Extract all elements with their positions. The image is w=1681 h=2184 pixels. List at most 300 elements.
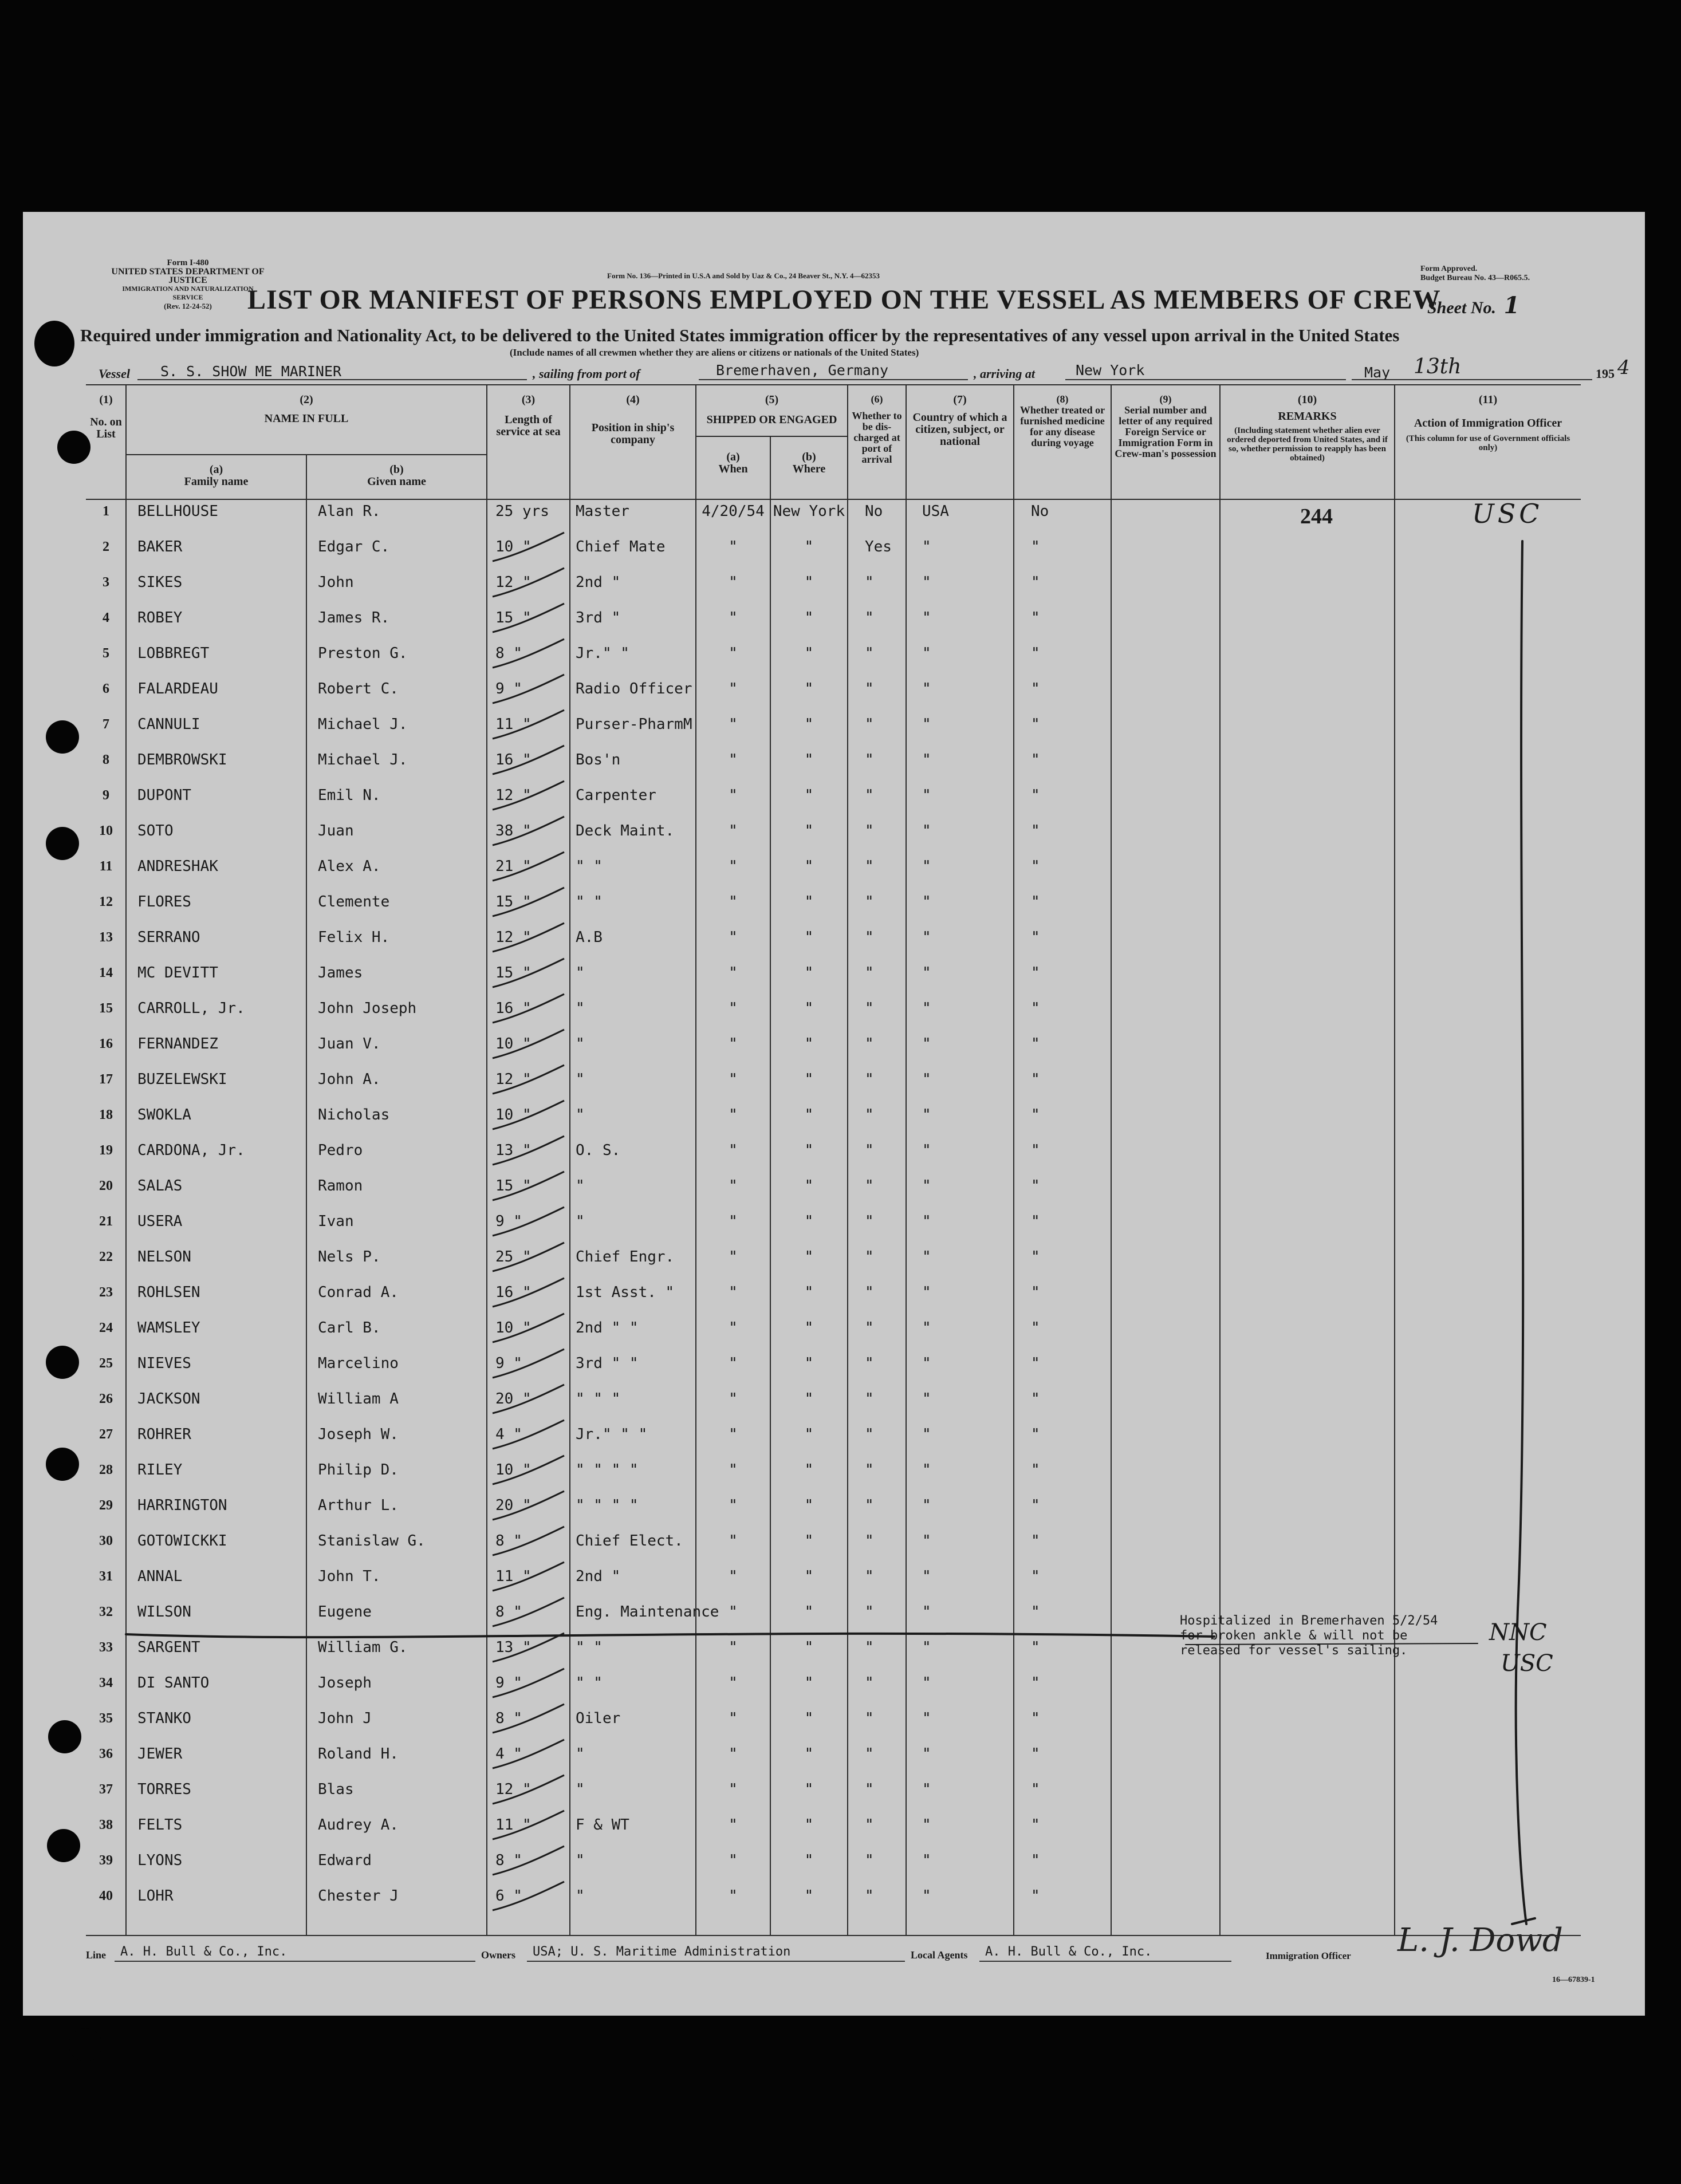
tally-mark [493,1136,564,1165]
ship-position: Chief Elect. [576,1532,683,1550]
ship-position: " " [576,1639,603,1656]
tally-mark [493,1101,564,1129]
service-length: 8 " [495,1710,522,1727]
family-name: FELTS [137,1816,183,1834]
col-family-index: (a) [209,463,223,476]
ship-position: 3rd " [576,609,621,626]
discharged-value: " [865,1355,874,1372]
shipped-when: " [729,1000,738,1017]
given-name: Roland H. [318,1745,399,1763]
tally-mark [493,604,564,632]
treated-value: " [1031,1781,1040,1798]
shipped-where: " [804,893,814,910]
family-name: JACKSON [137,1390,200,1408]
shipped-when: " [729,645,738,662]
service-length: 12 " [495,929,532,946]
tally-mark [493,888,564,916]
tally-mark [493,1633,564,1662]
row-number: 3 [103,575,109,590]
shipped-where: " [804,1852,814,1869]
shipped-when: " [729,1284,738,1301]
discharged-value: " [865,1000,874,1017]
col-given-label: Given name [367,475,426,488]
treated-value: " [1031,1106,1040,1123]
tally-mark [493,1598,564,1626]
given-name: John [318,574,354,591]
shipped-when: " [729,787,738,804]
row-number: 37 [99,1782,113,1797]
given-name: William A [318,1390,399,1408]
tally-mark [493,994,564,1023]
shipped-where: " [804,858,814,875]
treated-value: " [1031,1745,1040,1763]
family-name: ROBEY [137,609,183,626]
given-name: John T. [318,1568,381,1585]
ship-position: " " [576,858,603,875]
officer-signature: L. J. Dowd [1397,1922,1563,1959]
service-tally-marks [493,533,564,1910]
treated-value: " [1031,1887,1040,1905]
discharged-value: " [865,1710,874,1727]
family-name: STANKO [137,1710,191,1727]
manifest-sheet [23,212,1645,2016]
shipped-where: " [804,1177,814,1195]
ship-position: " " " [576,1390,621,1408]
shipped-where: " [804,1142,814,1159]
arrival-port: New York [1076,362,1145,379]
country-value: " [922,1745,931,1763]
shipped-where: " [804,1035,814,1052]
given-name: Joseph [318,1674,372,1692]
treated-value: " [1031,751,1040,768]
service-length: 12 " [495,574,532,591]
service-length: 10 " [495,1319,532,1337]
owners-label: Owners [481,1949,515,1961]
agents-label: Local Agents [911,1949,968,1961]
given-name: Clemente [318,893,390,910]
shipped-when: " [729,893,738,910]
agents-value: A. H. Bull & Co., Inc. [985,1945,1152,1959]
remark-line-3: released for vessel's sailing. [1180,1643,1408,1658]
discharged-value: " [865,1745,874,1763]
line-label: Line [86,1949,107,1961]
given-name: Nels P. [318,1248,381,1266]
service-length: 10 " [495,1461,532,1479]
treated-value: " [1031,1674,1040,1692]
shipped-where: " [804,1390,814,1408]
ship-position: Chief Engr. [576,1248,675,1266]
service-length: 15 " [495,893,532,910]
given-name: William G. [318,1639,408,1656]
col-remarks-label: REMARKS [1278,410,1337,423]
family-name: SALAS [137,1177,183,1195]
discharged-value: " [865,1248,874,1266]
tally-mark [493,1491,564,1520]
shipped-where: " [804,1887,814,1905]
discharged-value: " [865,1035,874,1052]
shipped-where: " [804,1461,814,1479]
row-number: 12 [99,894,113,909]
shipped-where: " [804,751,814,768]
shipped-when: " [729,1106,738,1123]
remark-number: 244 [1300,504,1333,529]
shipped-when: " [729,1852,738,1869]
shipped-when: " [729,716,738,733]
ship-position: " [576,1106,585,1123]
service-length: 15 " [495,1177,532,1195]
country-value: " [922,787,931,804]
ship-position: " [576,964,585,981]
service-length: 6 " [495,1887,522,1905]
service-length: 21 " [495,858,532,875]
family-name: MC DEVITT [137,964,218,981]
discharged-value: " [865,1213,874,1230]
discharged-value: " [865,1284,874,1301]
family-name: CARROLL, Jr. [137,1000,245,1017]
shipped-when: " [729,1816,738,1834]
binder-hole [69,2028,102,2061]
discharged-value: " [865,1071,874,1088]
strike-line-row33 [126,1634,1214,1637]
family-name: CARDONA, Jr. [137,1142,245,1159]
departure-port: Bremerhaven, Germany [716,362,889,379]
family-name: ROHLSEN [137,1284,200,1301]
shipped-when: " [729,1035,738,1052]
row-number: 8 [103,752,109,767]
shipped-where: " [804,1355,814,1372]
given-name: Juan V. [318,1035,381,1052]
shipped-when: " [729,1532,738,1550]
family-name: SARGENT [137,1639,200,1656]
remark-line-2: for broken ankle & will not be [1180,1629,1408,1643]
country-value: " [922,929,931,946]
shipped-when: " [729,1177,738,1195]
vessel-name: S. S. SHOW ME MARINER [160,363,342,380]
country-value: " [922,1035,931,1052]
family-name: LOHR [137,1887,174,1905]
shipped-where: " [804,1248,814,1266]
owners-underline [527,1961,905,1962]
given-name: Ivan [318,1213,354,1230]
shipped-where: " [804,1603,814,1621]
approval-text: Form Approved. [1420,265,1478,273]
binder-hole [46,720,79,754]
tally-mark [493,675,564,703]
shipped-where: " [804,1674,814,1692]
row-number: 10 [99,823,113,838]
ship-position: Eng. Maintenance [576,1603,719,1621]
row-number: 33 [99,1640,113,1655]
discharged-value: " [865,1568,874,1585]
family-name: ANNAL [137,1568,183,1585]
given-name: Edward [318,1852,372,1869]
ship-position: O. S. [576,1142,621,1159]
service-length: 8 " [495,1532,522,1550]
shipped-where: " [804,1710,814,1727]
ship-position: " [576,1071,585,1088]
line-company: A. H. Bull & Co., Inc. [120,1945,288,1959]
country-value: " [922,1355,931,1372]
country-value: " [922,1852,931,1869]
tally-mark [493,1207,564,1236]
row-number: 25 [99,1356,113,1371]
form-id: Form I-480 [167,258,209,267]
country-value: " [922,751,931,768]
discharged-value: " [865,1177,874,1195]
service-length: 16 " [495,1284,532,1301]
discharged-value: " [865,1852,874,1869]
given-name: Pedro [318,1142,363,1159]
action-mark-row33: NNC [1489,1619,1547,1646]
given-name: Alan R. [318,503,381,520]
service-length: 38 " [495,822,532,839]
given-name: Blas [318,1781,354,1798]
arrival-month: May [1364,364,1391,381]
shipped-where: " [804,1568,814,1585]
shipped-where: " [804,609,814,626]
family-name: FLORES [137,893,191,910]
inclusion-note: (Include names of all crewmen whether they are aliens or citizens or nationals of the United States) [510,347,919,358]
discharged-value: " [865,1887,874,1905]
shipped-where: New York [773,503,845,520]
agents-underline [979,1961,1231,1962]
col-shipped-index: (5) [765,393,779,406]
family-name: BELLHOUSE [137,503,218,520]
row-number: 38 [99,1818,113,1832]
country-value: " [922,1639,931,1656]
ship-position: 3rd " " [576,1355,639,1372]
shipped-when: " [729,680,738,697]
binder-hole [46,827,79,860]
tally-mark [493,1420,564,1449]
service-length: 8 " [495,1603,522,1621]
family-name: WILSON [137,1603,191,1621]
shipped-when: " [729,1461,738,1479]
given-name: Felix H. [318,929,390,946]
discharged-value: " [865,1532,874,1550]
service-length: 15 " [495,964,532,981]
given-name: Michael J. [318,751,408,768]
service-length: 13 " [495,1639,532,1656]
discharged-value: " [865,1497,874,1514]
shipped-where: " [804,964,814,981]
treated-value: " [1031,1248,1040,1266]
department-name: UNITED STATES DEPARTMENT OF JUSTICE [111,267,265,285]
tally-mark [493,1669,564,1697]
ship-position: " [576,1887,585,1905]
ship-position: 1st Asst. " [576,1284,675,1301]
treated-value: " [1031,1816,1040,1834]
treated-value: " [1031,574,1040,591]
family-name: CANNULI [137,716,200,733]
shipped-when: " [729,1639,738,1656]
shipped-when: " [729,1071,738,1088]
country-value: " [922,538,931,555]
ship-position: Bos'n [576,751,621,768]
discharged-value: " [865,1390,874,1408]
col-where-index: (b) [802,451,816,463]
tally-mark [493,1030,564,1058]
row-number: 22 [99,1249,113,1264]
family-name: WAMSLEY [137,1319,200,1337]
treated-value: " [1031,787,1040,804]
tally-mark [493,1385,564,1413]
treated-value: " [1031,1000,1040,1017]
shipped-when: 4/20/54 [702,503,765,520]
tally-mark [493,1811,564,1839]
treated-value: " [1031,1461,1040,1479]
discharged-value: " [865,1461,874,1479]
budget-number: Budget Bureau No. 43—R065.5. [1420,274,1530,282]
binder-hole [48,1720,81,1753]
row-number: 6 [103,681,109,696]
given-name: James [318,964,363,981]
shipped-where: " [804,787,814,804]
shipped-where: " [804,1532,814,1550]
shipped-where: " [804,1213,814,1230]
discharged-value: " [865,680,874,697]
row-number: 39 [99,1853,113,1868]
discharged-value: " [865,1142,874,1159]
shipped-when: " [729,609,738,626]
service-length: 16 " [495,1000,532,1017]
row-number: 26 [99,1391,113,1406]
page-subtitle: Required under immigration and Nationality Act, to be delivered to the United States immigration officer by the representatives of any vessel upon arrival in the United States [80,325,1400,345]
tally-mark [493,568,564,597]
row-number: 27 [99,1427,113,1442]
discharged-value: " [865,1603,874,1621]
country-value: " [922,1674,931,1692]
treated-value: " [1031,1568,1040,1585]
service-name: IMMIGRATION AND NATURALIZATION SERVICE [122,285,254,301]
ship-position: " [576,1781,585,1798]
family-name: DUPONT [137,787,191,804]
action-mark-row1: USC [1472,498,1543,529]
given-name: John Joseph [318,1000,417,1017]
family-name: FALARDEAU [137,680,218,697]
shipped-when: " [729,822,738,839]
country-value: " [922,858,931,875]
shipped-where: " [804,1781,814,1798]
tally-mark [493,533,564,561]
family-name: GOTOWICKKI [137,1532,227,1550]
family-name: SOTO [137,822,174,839]
tally-mark [493,1562,564,1591]
service-length: 20 " [495,1497,532,1514]
row-number: 11 [99,859,113,874]
family-name: NELSON [137,1248,191,1266]
service-length: 11 " [495,1568,532,1585]
family-name: DEMBROWSKI [137,751,227,768]
family-name: TORRES [137,1781,191,1798]
service-length: 4 " [495,1426,522,1443]
tally-mark [493,959,564,987]
country-value: " [922,609,931,626]
country-value: " [922,574,931,591]
country-value: " [922,1887,931,1905]
treated-value: " [1031,1710,1040,1727]
family-name: SWOKLA [137,1106,191,1123]
service-length: 13 " [495,1142,532,1159]
service-length: 10 " [495,538,532,555]
shipped-where: " [804,645,814,662]
ship-position: A.B [576,929,603,946]
treated-value: " [1031,1213,1040,1230]
country-value: " [922,1710,931,1727]
shipped-where: " [804,1319,814,1337]
tally-mark [493,1775,564,1804]
shipped-when: " [729,538,738,555]
service-length: 8 " [495,645,522,662]
shipped-when: " [729,1674,738,1692]
country-value: " [922,1142,931,1159]
binder-hole [46,1448,79,1481]
shipped-where: " [804,680,814,697]
ship-position: F & WT [576,1816,629,1834]
discharged-value: " [865,751,874,768]
ship-position: " [576,1035,585,1052]
row-number: 15 [99,1001,113,1016]
country-value: " [922,680,931,697]
col-remarks-index: (10) [1297,393,1317,406]
row-number: 31 [99,1569,113,1584]
tally-mark [493,639,564,668]
discharged-value: " [865,893,874,910]
footer-line [86,1922,1604,1964]
row-number: 35 [99,1711,113,1726]
row-number: 36 [99,1747,113,1761]
country-value: " [922,822,931,839]
remark-line-1: Hospitalized in Bremerhaven 5/2/54 [1180,1614,1438,1628]
row-number: 24 [99,1320,113,1335]
treated-value: " [1031,858,1040,875]
col-position-index: (4) [626,393,640,406]
treated-value: " [1031,680,1040,697]
tally-mark [493,1846,564,1875]
treated-value: " [1031,1284,1040,1301]
service-length: 10 " [495,1035,532,1052]
treated-value: " [1031,964,1040,981]
shipped-when: " [729,1497,738,1514]
shipped-when: " [729,1426,738,1443]
service-length: 11 " [495,1816,532,1834]
country-value: " [922,1603,931,1621]
sheet-label: Sheet No. [1427,298,1496,317]
tally-mark [493,781,564,810]
treated-value: " [1031,1177,1040,1195]
family-name: DI SANTO [137,1674,210,1692]
treated-value: " [1031,609,1040,626]
given-name: Carl B. [318,1319,381,1337]
given-name: Nicholas [318,1106,390,1123]
country-value: " [922,1000,931,1017]
shipped-when: " [729,1710,738,1727]
tally-mark [493,1278,564,1307]
country-value: " [922,1532,931,1550]
row-number: 28 [99,1462,113,1477]
action-column-line [1516,541,1526,1924]
service-length: 16 " [495,751,532,768]
ship-position: " [576,1000,585,1017]
given-name: Conrad A. [318,1284,399,1301]
country-value: " [922,1568,931,1585]
shipped-where: " [804,1284,814,1301]
shipped-where: " [804,1745,814,1763]
country-value: " [922,1781,931,1798]
service-length: 9 " [495,680,522,697]
tally-mark [493,923,564,952]
discharged-value: " [865,1106,874,1123]
